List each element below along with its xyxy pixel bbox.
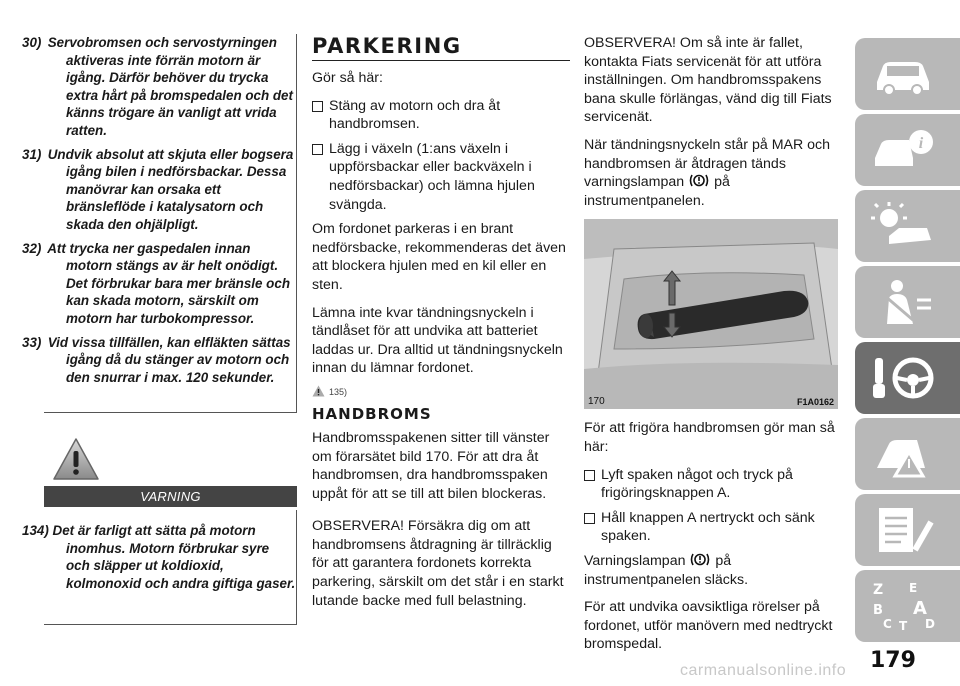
svg-text:D: D bbox=[925, 617, 935, 631]
warning-reference: 135) bbox=[312, 385, 570, 397]
svg-text:A: A bbox=[913, 598, 927, 619]
handbrake-warning-lamp-icon bbox=[689, 552, 711, 567]
small-warning-icon bbox=[312, 385, 325, 397]
seatbelt-icon bbox=[869, 276, 941, 328]
figure-170-handbrake bbox=[584, 219, 838, 409]
list-item: Stäng av motorn och dra åt handbromsen. bbox=[312, 97, 570, 134]
right-column bbox=[584, 34, 846, 663]
list-item: Lägg i växeln (1:ans växeln i uppförsbackar eller backväxeln i nedförsbackar) och lämna hjulen svängda. bbox=[312, 140, 570, 214]
note-30: 30) Servobromsen och servostyrningen aktiveras inte förrän motorn är igång. Därför behöver du trycka extra hårt på bromspedalen och det känns trögare än vanligt att vrida ratten. bbox=[22, 35, 293, 138]
heading-handbroms: HANDBROMS bbox=[312, 404, 432, 423]
note-31: 31) Undvik absolut att skjuta eller bogsera igång bilen i nedförsbackar. Dessa manövrar kan orsaka ett bränsleflöde i katalysatorn och skada den ohjälpligt. bbox=[22, 146, 294, 232]
tab-index[interactable] bbox=[855, 570, 960, 642]
emergency-icon bbox=[869, 428, 941, 480]
checkbox-bullet-icon bbox=[312, 144, 323, 155]
paragraph: För att undvika oavsiktliga rörelser på fordonet, utför manövern med nedtryckt bromspedal. bbox=[584, 599, 833, 653]
figure-number: 170 bbox=[588, 396, 605, 408]
tab-lights[interactable] bbox=[855, 190, 960, 262]
maintenance-icon bbox=[869, 504, 941, 556]
note-32: 32) Att trycka ner gaspedalen innan motorn stängs av är helt onödigt. Det förbrukar bara mer bränsle och kan skada motorn, särskilt om motorn har turbokompressor. bbox=[22, 240, 290, 326]
figure-code: F1A0162 bbox=[796, 397, 834, 408]
notes-box bbox=[22, 34, 297, 413]
tab-safety[interactable] bbox=[855, 266, 960, 338]
warning-title: VARNING bbox=[44, 486, 297, 507]
page-number: 179 bbox=[870, 648, 916, 673]
tab-info[interactable] bbox=[855, 114, 960, 186]
paragraph: OBSERVERA! Om så inte är fallet, kontakta Fiats servicenät för att utföra inställningen. Om handbromsspakens bana skulle förlängas, vänd dig till Fiats servicenät. bbox=[584, 35, 832, 126]
paragraph: Handbromsspakenen sitter till vänster om förarsätet bild 170. För att dra åt handbromsen, dra handbromsspaken uppåt för att se till att bilen blockeras. bbox=[312, 429, 550, 502]
warning-note-134: 134) Det är farligt att sätta på motorn inomhus. Motorn förbrukar syre och släpper ut koldioxid, kolmonoxid och andra giftiga gaser. bbox=[22, 523, 296, 591]
svg-text:i: i bbox=[918, 135, 924, 152]
svg-text:B: B bbox=[873, 603, 883, 618]
paragraph: När tändningsnyckeln står på MAR och handbromsen är åtdragen tänds varningslampan på instrumentpanelen. bbox=[584, 136, 831, 209]
paragraph: Om fordonet parkeras i en brant nedförsbacke, rekommenderas det även att blockera hjulen med en kil eller en sten. bbox=[312, 221, 566, 293]
key-steering-wheel-icon bbox=[869, 352, 941, 404]
checkbox-bullet-icon bbox=[312, 101, 323, 112]
warning-box bbox=[22, 510, 297, 625]
paragraph: För att frigöra handbromsen gör man så här: bbox=[584, 420, 835, 455]
checkbox-bullet-icon bbox=[584, 513, 595, 524]
middle-column bbox=[312, 34, 570, 619]
tab-starting-driving[interactable] bbox=[855, 342, 960, 414]
alphabet-index-icon bbox=[869, 580, 941, 632]
svg-text:E: E bbox=[909, 581, 918, 595]
tab-maintenance[interactable] bbox=[855, 494, 960, 566]
paragraph: Varningslampan på instrumentpanelen släcks. bbox=[584, 552, 749, 588]
handbrake-warning-lamp-icon bbox=[688, 173, 710, 188]
tab-emergency[interactable] bbox=[855, 418, 960, 490]
svg-text:Z: Z bbox=[873, 582, 884, 598]
note-33: 33) Vid vissa tillfällen, kan elfläkten sättas igång då du stänger av motorn och den snurrar i max. 120 sekunder. bbox=[22, 334, 291, 385]
tab-car-overview[interactable] bbox=[855, 38, 960, 110]
paragraph: Lämna inte kvar tändningsnyckeln i tändlåset för att undvika att batteriet laddas ur. Dra alltid ut tändningsnyckeln innan du lämnar fordonet. bbox=[312, 304, 563, 377]
svg-text:T: T bbox=[899, 619, 908, 632]
intro-text: Gör så här: bbox=[312, 70, 383, 86]
car-info-icon bbox=[869, 124, 941, 176]
lights-icon bbox=[869, 200, 941, 252]
paragraph: OBSERVERA! Försäkra dig om att handbromsens åtdragning är tillräcklig för att garantera fordonets korrekta parkering, särskilt om det står i en starkt lutande backe med full belastning. bbox=[312, 518, 564, 609]
list-item: Lyft spaken något och tryck på frigöringsknappen A. bbox=[584, 466, 846, 503]
svg-text:C: C bbox=[883, 617, 892, 631]
list-item: Håll knappen A nertryckt och sänk spaken. bbox=[584, 509, 846, 546]
checkbox-bullet-icon bbox=[584, 470, 595, 481]
warning-triangle-icon bbox=[52, 437, 100, 481]
car-icon bbox=[869, 48, 941, 100]
handbrake-lever-illustration bbox=[584, 219, 838, 409]
heading-parkering: PARKERING bbox=[312, 34, 570, 61]
watermark-text: carmanualsonline.info bbox=[680, 662, 847, 679]
